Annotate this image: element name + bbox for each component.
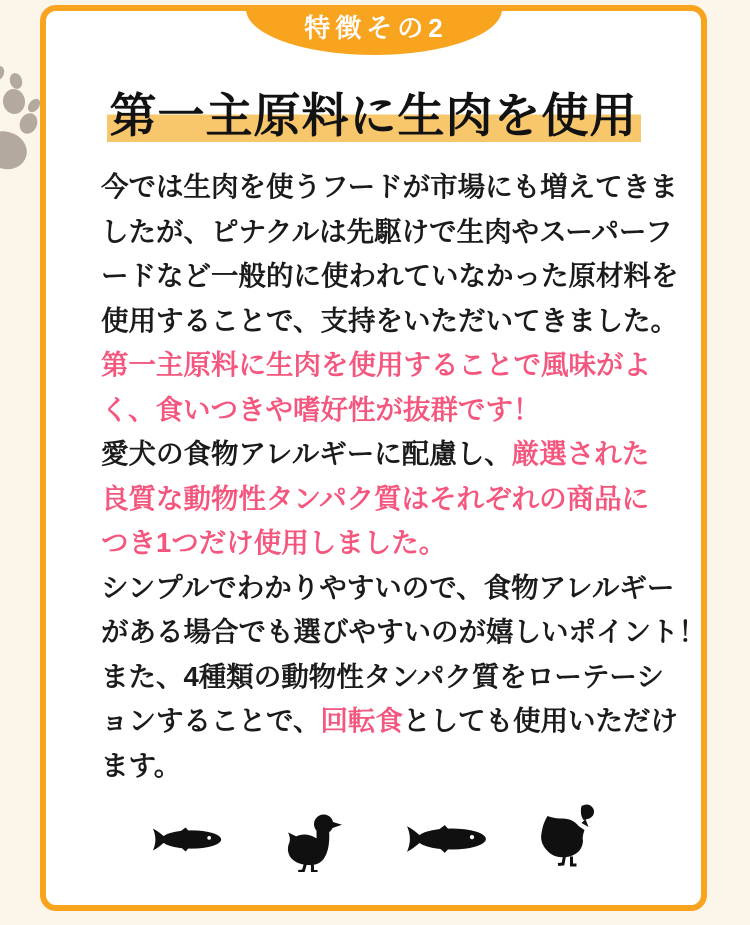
text-segment-accent: 厳選された	[511, 438, 650, 469]
text-segment-accent: 良質な動物性タンパク質はそれぞれの商品に	[101, 482, 650, 514]
feature-card	[40, 5, 707, 911]
body-text-line	[101, 299, 676, 344]
body-text-line	[101, 521, 676, 566]
feature-number-label: 特徴その2	[304, 12, 448, 43]
text-segment: ョンすることで、	[101, 705, 321, 736]
fish-icon	[407, 821, 487, 857]
body-text-line	[101, 254, 679, 299]
feature-number-badge	[246, 5, 502, 55]
body-text-line	[101, 165, 676, 210]
body-text-line	[101, 432, 676, 477]
text-segment: ードなど一般的に使われていなかった原材料を	[101, 260, 679, 291]
text-segment-accent: く、食いつきや嗜好性が抜群です！	[101, 393, 541, 425]
text-segment: としても使用いただけ	[402, 705, 678, 736]
body-text-line	[101, 566, 676, 611]
text-segment: がある場合でも選びやすいのが嬉しいポイント！	[101, 616, 706, 647]
body-text-line	[101, 610, 706, 655]
text-segment: シンプルでわかりやすいので、食物アレルギー	[101, 571, 675, 603]
body-paragraph	[101, 165, 706, 788]
section-heading	[46, 84, 701, 148]
fish-icon	[152, 827, 223, 852]
body-text-line	[101, 655, 676, 700]
body-text-line	[101, 210, 676, 255]
duck-icon	[286, 813, 343, 872]
text-segment-accent: 第一主原料に生肉を使用することで風味がよ	[101, 349, 651, 380]
body-text-line	[101, 477, 676, 522]
text-segment: 今では生肉を使うフードが市場にも増えてきま	[101, 171, 678, 202]
section-heading-text: 第一主原料に生肉を使用	[107, 89, 641, 142]
text-segment-accent: 回転食	[320, 705, 403, 736]
text-segment: ます。	[101, 749, 182, 781]
body-text-line	[101, 388, 676, 433]
text-segment-accent: つき1つだけ使用しました。	[101, 527, 447, 558]
text-segment: 使用することで、支持をいただいてきました。	[101, 304, 678, 336]
text-segment: したが、ピナクルは先駆けで生肉やスーパーフ	[101, 215, 673, 247]
body-text-line	[101, 744, 676, 789]
turkey-icon	[539, 803, 600, 867]
body-text-line	[101, 343, 676, 388]
text-segment: 愛犬の食物アレルギーに配慮し、	[101, 438, 512, 469]
body-text-line	[101, 699, 676, 744]
text-segment: また、4種類の動物性タンパク質をローテーシ	[101, 660, 664, 692]
